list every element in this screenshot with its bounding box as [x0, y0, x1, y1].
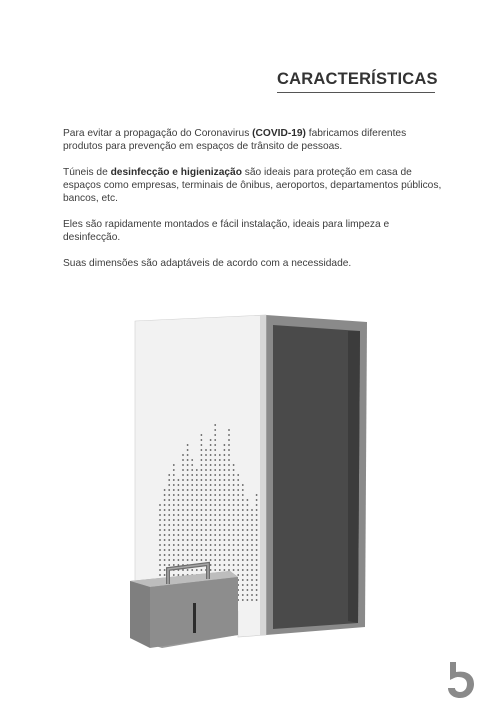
paragraph-installation: Eles são rapidamente montados e fácil instalação, ideais para limpeza e desinfecção. [63, 219, 390, 243]
disinfection-tunnel-illustration [120, 305, 390, 650]
page-title: CARACTERÍSTICAS [277, 70, 438, 88]
title-underline [277, 92, 435, 93]
paragraph-tunnels: Túneis de desinfecção e higienização são ideais para proteção em casa de espaços como empresas, terminais de ônibus, aeroportos, departamentos públicos, bancos, etc. [63, 167, 442, 204]
paragraph-dimensions: Suas dimensões são adaptáveis de acordo com a necessidade. [63, 258, 352, 269]
body-text [63, 127, 443, 283]
paragraph-covid: Para evitar a propagação do Coronavirus (COVID-19) fabricamos diferentes produtos para prevenção em espaços de trânsito de pessoas. [63, 128, 407, 152]
brand-logo-icon [440, 660, 480, 700]
